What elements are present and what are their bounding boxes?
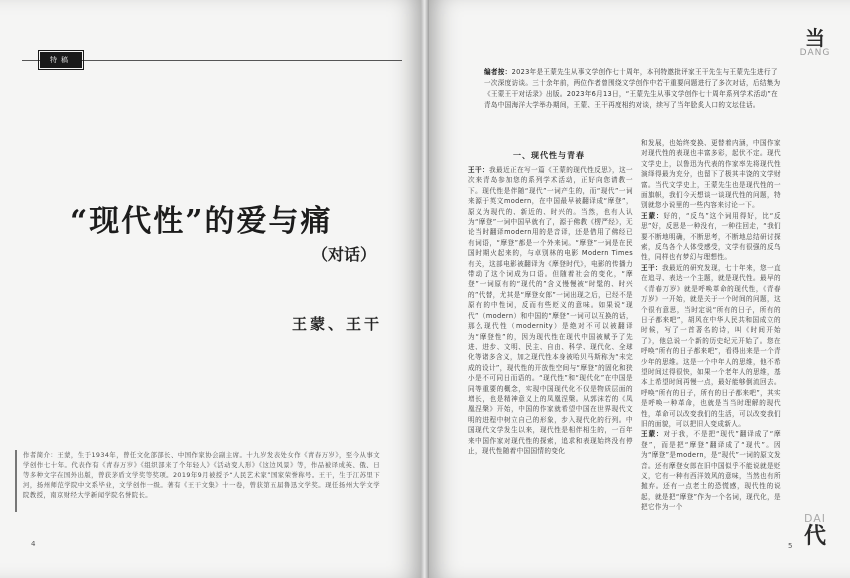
body-column-1 [468, 165, 633, 456]
page-number-left: 4 [31, 540, 36, 548]
book-gutter [421, 0, 429, 578]
body-column-2 [641, 138, 781, 513]
paragraph-text: 好的，“反鸟”这个词用得好，比“反思”好，反思是一种没有，一种往回走，“我们要不断地明确，不断思考，不断地总结研讨探索，反鸟各个人体受感受，文学有很强的反鸟性，同样也有梦幻与理想性。 [641, 211, 781, 262]
speaker-label: 王蒙： [641, 211, 664, 220]
paragraph-text: 我最近正在写一篇《王蒙的现代性反思》，这一次来青岛参加您的系列学术活动，正好向您请教一下。现代性是伴随“现代”一词产生的，而“现代”一词来源于英文modern，在中国最早被翻译成“摩登”，原义为现代的、新近的、时兴的。当然，也有人认为“摩登”一词中国早就有了，源于佛教《楞严经》，无论当时翻译modern用的是音译，还是借用了佛经已有词语，“摩登”都是一个外来词。“摩登”一词是在民国时期火起来的，与卓别林的电影 Modern Times 有关，这部电影被翻译为《摩登时代》，电影的传播力带动了这个词成为口语。但随着社会的变化，“摩登”一词原有的“现代的”含义慢慢被“时髦的、时兴的”代替，尤其是“摩登女郎”一词出现之后，已经不是原有的中性词，反而有些贬义的意味。如果说“现代”（modern）和中国的“摩登”一词可以互换的话，那么现代性（modernity）是绝对不可以被翻译为“摩登性”的，因为现代性在现代中国被赋予了先进、进步、文明、民主、自由、科学、现代化、全球化等诸多含义，加之现代性本身被哈贝马斯称为“未完成的设计”，现代性的开放性空间与“摩登”的固化和狭小是不可同日而语的。“现代性”和“现代化”在中国是同等重要的概念，实现中国现代化不仅是物质层面的增长，也是精神意义上的凤凰涅槃。从郭沫若的《凤凰涅槃》开始，中国的作家就希望中国在世界现代文明的进程中树立自己的形象，步入现代化的行列。中国现代文学发生以来，现代性是相伴相生的，一百年来中国作家对现代性的探索，追求和表现始终没有停止，现代性随着中国国情的变化 [468, 166, 633, 455]
bio-text: 作者简介：王蒙，生于1934年，曾任文化部部长、中国作家协会副主席。十九岁发表处女作《青春万岁》，至今从事文学创作七十年。代表作有《青春万岁》《组织部来了个年轻人》《活动变人形》《这边风景》等，作品被译成英、俄、日等多种文字在国外出版，曾获茅盾文学奖等奖项。2019年9月被授予“人民艺术家”国家荣誉称号。王干，生于江苏里下河，扬州师范学院中文系毕业，文学创作一级。著有《王干文集》十一卷，曾获第五届鲁迅文学奖。现任扬州大学文学院教授，南京财经大学新闻学院名誉院长。 [23, 451, 380, 499]
paragraph [641, 429, 781, 512]
article-authors: 王蒙、王干 [292, 315, 383, 333]
paragraph-text: 和发展，也始终变换、更替着内涵，中国作家对现代性的表现也丰富多彩，起伏不定。现代文学史上，以鲁迅为代表的作家率先将现代性演绎得最为充分，也留下了极其丰饶的文学财富。当代文学史上，王蒙先生也是现代性的一面旗帜，我们今天想谈一谈现代性的问题，特别就您小说里的一些内容来讨论一下。 [641, 139, 781, 210]
author-bio [23, 450, 380, 500]
section-tag-label: 特稿 [50, 56, 72, 64]
logo-glyph-dang: 当 [805, 26, 825, 50]
editor-note-label: 编者按： [484, 68, 512, 76]
article-subtitle: （对话） [312, 245, 377, 264]
paragraph [641, 263, 781, 430]
logo-glyph-dai: 代 [803, 523, 826, 549]
magazine-logo-top [795, 28, 835, 58]
logo-latin-dai: DAI [803, 512, 827, 525]
paragraph-text: 对于我，不是把“现代”翻译成了“摩登”，而是把“摩登”翻译成了“现代”。因为“摩登”是modern，是“现代”一词的原文发音。还有摩登女郎在旧中国似乎不能说就是贬义，它有一种有西洋效风的意味，当然也有所抛弃。还有一点老土的恐慌感，现代性的说起，就是把“摩登”作为一个名词，现代化，是把它作为一个 [641, 430, 781, 512]
speaker-label: 王干： [641, 263, 663, 272]
section-tag [40, 52, 82, 68]
article-title: “现代性”的爱与痛 [70, 204, 333, 239]
speaker-label: 王蒙： [641, 430, 664, 439]
paragraph [641, 211, 781, 263]
editor-note [484, 67, 784, 111]
logo-latin-dang: DANG [799, 48, 831, 58]
editor-note-text: 2023年是王蒙先生从事文学创作七十周年，本刊特邀批评家王干先生与王蒙先生进行了一次深度访谈。三十余年前，两位作者曾围绕文学创作中若干重要问题进行了多次对话，后结集为《王蒙王干对话录》出版。2023年6月13日，“王蒙先生从事文学创作七十周年系列学术活动”在青岛中国海洋大学举办期间，王蒙、王干再度相约对谈，续写了当年脍炙人口的文坛佳话。 [484, 68, 781, 109]
page-number-right: 5 [788, 542, 793, 550]
section-heading: 一、现代性与青春 [513, 150, 585, 160]
speaker-label: 王干： [468, 166, 490, 174]
paragraph [468, 165, 633, 456]
bio-accent-bar [15, 450, 17, 512]
magazine-logo-bottom [793, 512, 837, 547]
paragraph [641, 138, 781, 211]
paragraph-text: 我最近的研究发现，七十年来，您一直在追寻、表达一个主题，就是现代性。最早的《青春万岁》就是呼唤革命的现代性，《青春万岁》一开始，就是关于一个时间的问题，这个很有意思，当时定说“所有的日子，所有的日子都来吧”，胡风在中华人民共和国成立的时候，写了一首著名的诗，叫《时间开始了》，他总说一个新的历史纪元开始了。您在呼唤“所有的日子都来吧”，看得出来是一个青少年的思维。这是一个中年人的思维，他不希望时间过得很快，如果一个老年人的思维，基本上希望时间再慢一点，最好能够倒流回去。呼唤“所有的日子，所有的日子都来吧”，其实是呼唤一种革命，也就是当当时理解的现代性，革命可以改变我们的生活，可以改变我们旧的面貌，可以把旧人变成新人。 [641, 263, 781, 428]
